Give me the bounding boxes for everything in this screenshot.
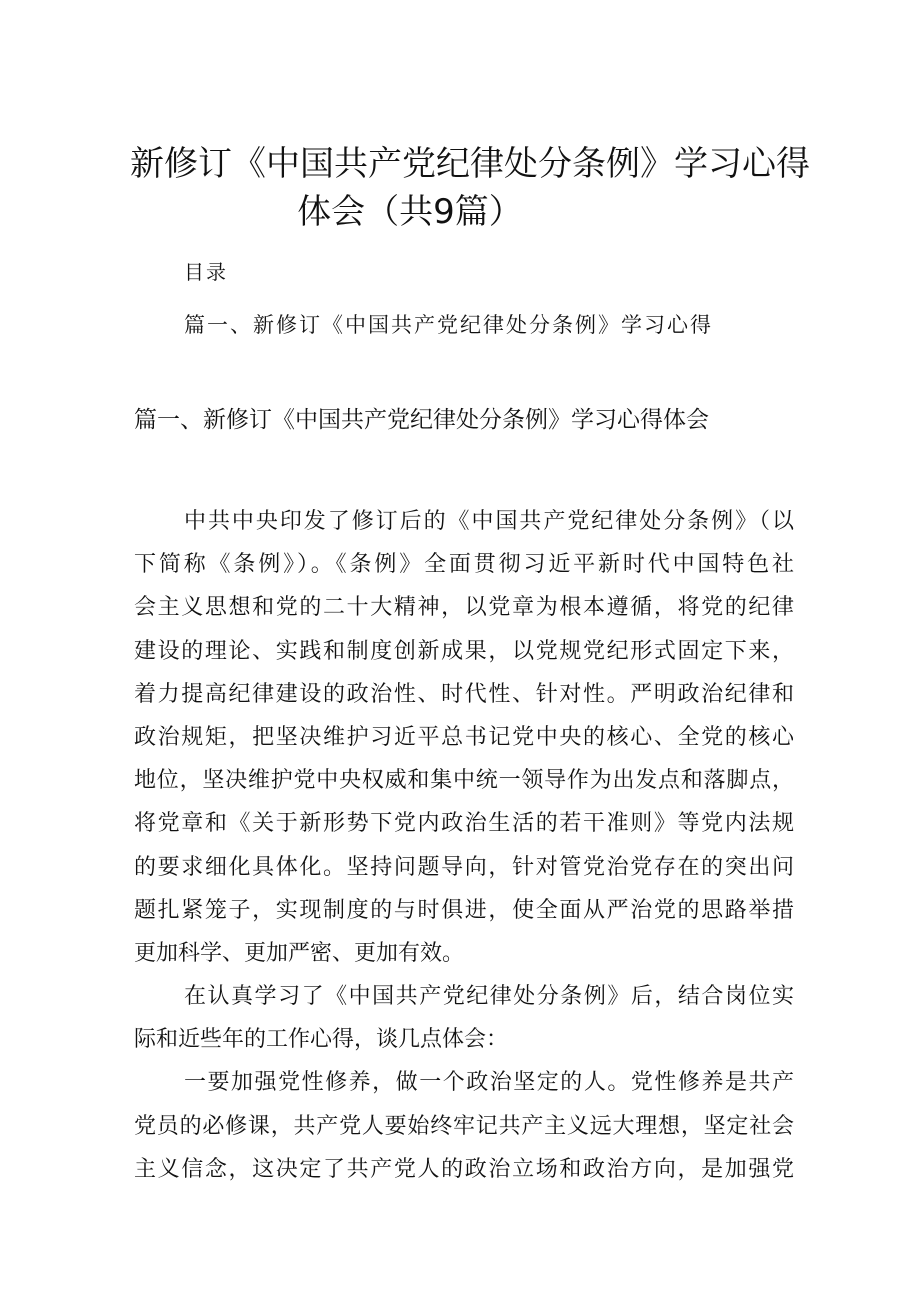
paragraph-line: 下简称《条例》）。《条例》全面贯彻习近平新时代中国特色社 [134, 552, 794, 578]
paragraph-line: 更加科学、更加严密、更加有效。 [134, 940, 465, 966]
document-title-line-2: 体会（共9篇） [297, 192, 523, 232]
paragraph-line: 将党章和《关于新形势下党内政治生活的若干准则》等党内法规 [134, 811, 794, 837]
paragraph-line: 地位，坚决维护党中央权威和集中统一领导作为出发点和落脚点， [134, 768, 794, 794]
paragraph-line: 一要加强党性修养，做一个政治坚定的人。党性修养是共产 [184, 1070, 794, 1096]
paragraph-line: 在认真学习了《中国共产党纪律处分条例》后，结合岗位实 [184, 984, 794, 1010]
paragraph-1 [134, 500, 794, 975]
paragraph-line: 政治规矩，把坚决维护习近平总书记党中央的核心、全党的核心 [134, 724, 794, 750]
toc-item: 篇一、新修订《中国共产党纪律处分条例》学习心得 [184, 313, 713, 337]
paragraph-line: 党员的必修课，共产党人要始终牢记共产主义远大理想，坚定社会 [134, 1113, 794, 1139]
paragraph-line: 主义信念，这决定了共产党人的政治立场和政治方向，是加强党 [134, 1156, 794, 1182]
document-title-line-1: 新修订《中国共产党纪律处分条例》学习心得 [130, 144, 810, 184]
toc-label: 目录 [184, 260, 228, 284]
paragraph-line: 建设的理论、实践和制度创新成果，以党规党纪形式固定下来， [134, 638, 794, 664]
section-heading: 篇一、新修订《中国共产党纪律处分条例》学习心得体会 [134, 407, 709, 433]
paragraph-2 [134, 975, 794, 1061]
paragraph-line: 中共中央印发了修订后的《中国共产党纪律处分条例》（以 [184, 509, 794, 534]
paragraph-line: 的要求细化具体化。坚持问题导向，针对管党治党存在的突出问 [134, 854, 794, 880]
paragraph-3 [134, 1061, 794, 1191]
paragraph-line: 际和近些年的工作心得，谈几点体会： [134, 1027, 509, 1053]
document-title [120, 140, 820, 236]
paragraph-line: 题扎紧笼子，实现制度的与时俱进，使全面从严治党的思路举措 [134, 897, 794, 923]
paragraph-line: 会主义思想和党的二十大精神，以党章为根本遵循，将党的纪律 [134, 595, 794, 621]
paragraph-line: 着力提高纪律建设的政治性、时代性、针对性。严明政治纪律和 [134, 681, 794, 707]
body-text [134, 500, 794, 1191]
